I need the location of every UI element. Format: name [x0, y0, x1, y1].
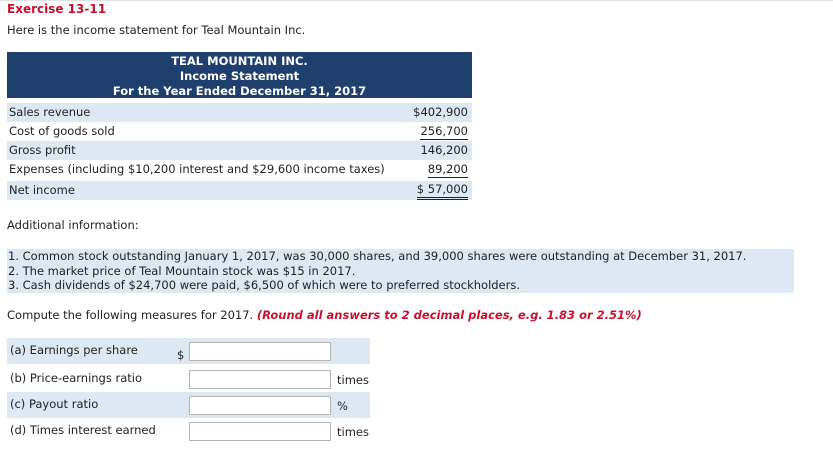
question-d — [7, 418, 370, 444]
question-c — [7, 392, 370, 418]
compute-text: Compute the following measures for 2017. — [7, 308, 254, 322]
statement-row — [7, 181, 472, 200]
row-value: 89,200 — [427, 162, 468, 176]
row-value: 256,700 — [420, 124, 468, 138]
row-label: Cost of goods sold — [9, 124, 115, 138]
statement-period: For the Year Ended December 31, 2017 — [112, 84, 367, 98]
statement-header — [7, 52, 472, 98]
additional-info-label: Additional information: — [7, 218, 139, 232]
company-name: TEAL MOUNTAIN INC. — [171, 54, 308, 68]
payout-ratio-input[interactable] — [189, 396, 331, 415]
row-value: $402,900 — [413, 105, 468, 119]
list-item: 1. Common stock outstanding January 1, 2017, was 30,000 shares, and 39,000 shares were outstanding at December 31, 2017. — [8, 249, 747, 263]
statement-name: Income Statement — [179, 69, 300, 83]
row-value: $ 57,000 — [417, 182, 468, 200]
statement-row — [7, 141, 472, 160]
unit-suffix: times — [337, 425, 369, 439]
top-divider — [0, 0, 833, 5]
unit-suffix: times — [337, 373, 369, 387]
price-earnings-ratio-input[interactable] — [189, 370, 331, 389]
question-label: (b) Price-earnings ratio — [10, 371, 143, 385]
row-label: Sales revenue — [9, 105, 91, 119]
row-value: 146,200 — [420, 143, 468, 157]
intro-text: Here is the income statement for Teal Mountain Inc. — [7, 23, 306, 37]
dollar-prefix: $ — [177, 348, 185, 362]
question-label: (a) Earnings per share — [10, 343, 138, 357]
unit-suffix: % — [337, 399, 348, 413]
earnings-per-share-input[interactable] — [189, 342, 331, 361]
exercise-title: Exercise 13-11 — [7, 2, 107, 16]
row-label: Net income — [9, 183, 75, 197]
statement-row — [7, 103, 472, 122]
row-label: Gross profit — [9, 143, 76, 157]
question-label: (d) Times interest earned — [10, 423, 156, 437]
list-item: 2. The market price of Teal Mountain stock was $15 in 2017. — [8, 263, 356, 278]
row-label: Expenses (including $10,200 interest and $29,600 income taxes) — [9, 162, 385, 176]
times-interest-earned-input[interactable] — [189, 422, 331, 441]
instructions — [7, 308, 642, 322]
question-a — [7, 338, 370, 364]
round-note: (Round all answers to 2 decimal places, e.g. 1.83 or 2.51%) — [256, 308, 642, 322]
statement-row — [7, 160, 472, 179]
additional-info-list — [7, 249, 794, 293]
statement-row — [7, 122, 472, 141]
question-b — [7, 366, 370, 392]
list-item: 3. Cash dividends of $24,700 were paid, $6,500 of which were to preferred stockholders. — [8, 278, 521, 292]
question-label: (c) Payout ratio — [10, 397, 99, 411]
